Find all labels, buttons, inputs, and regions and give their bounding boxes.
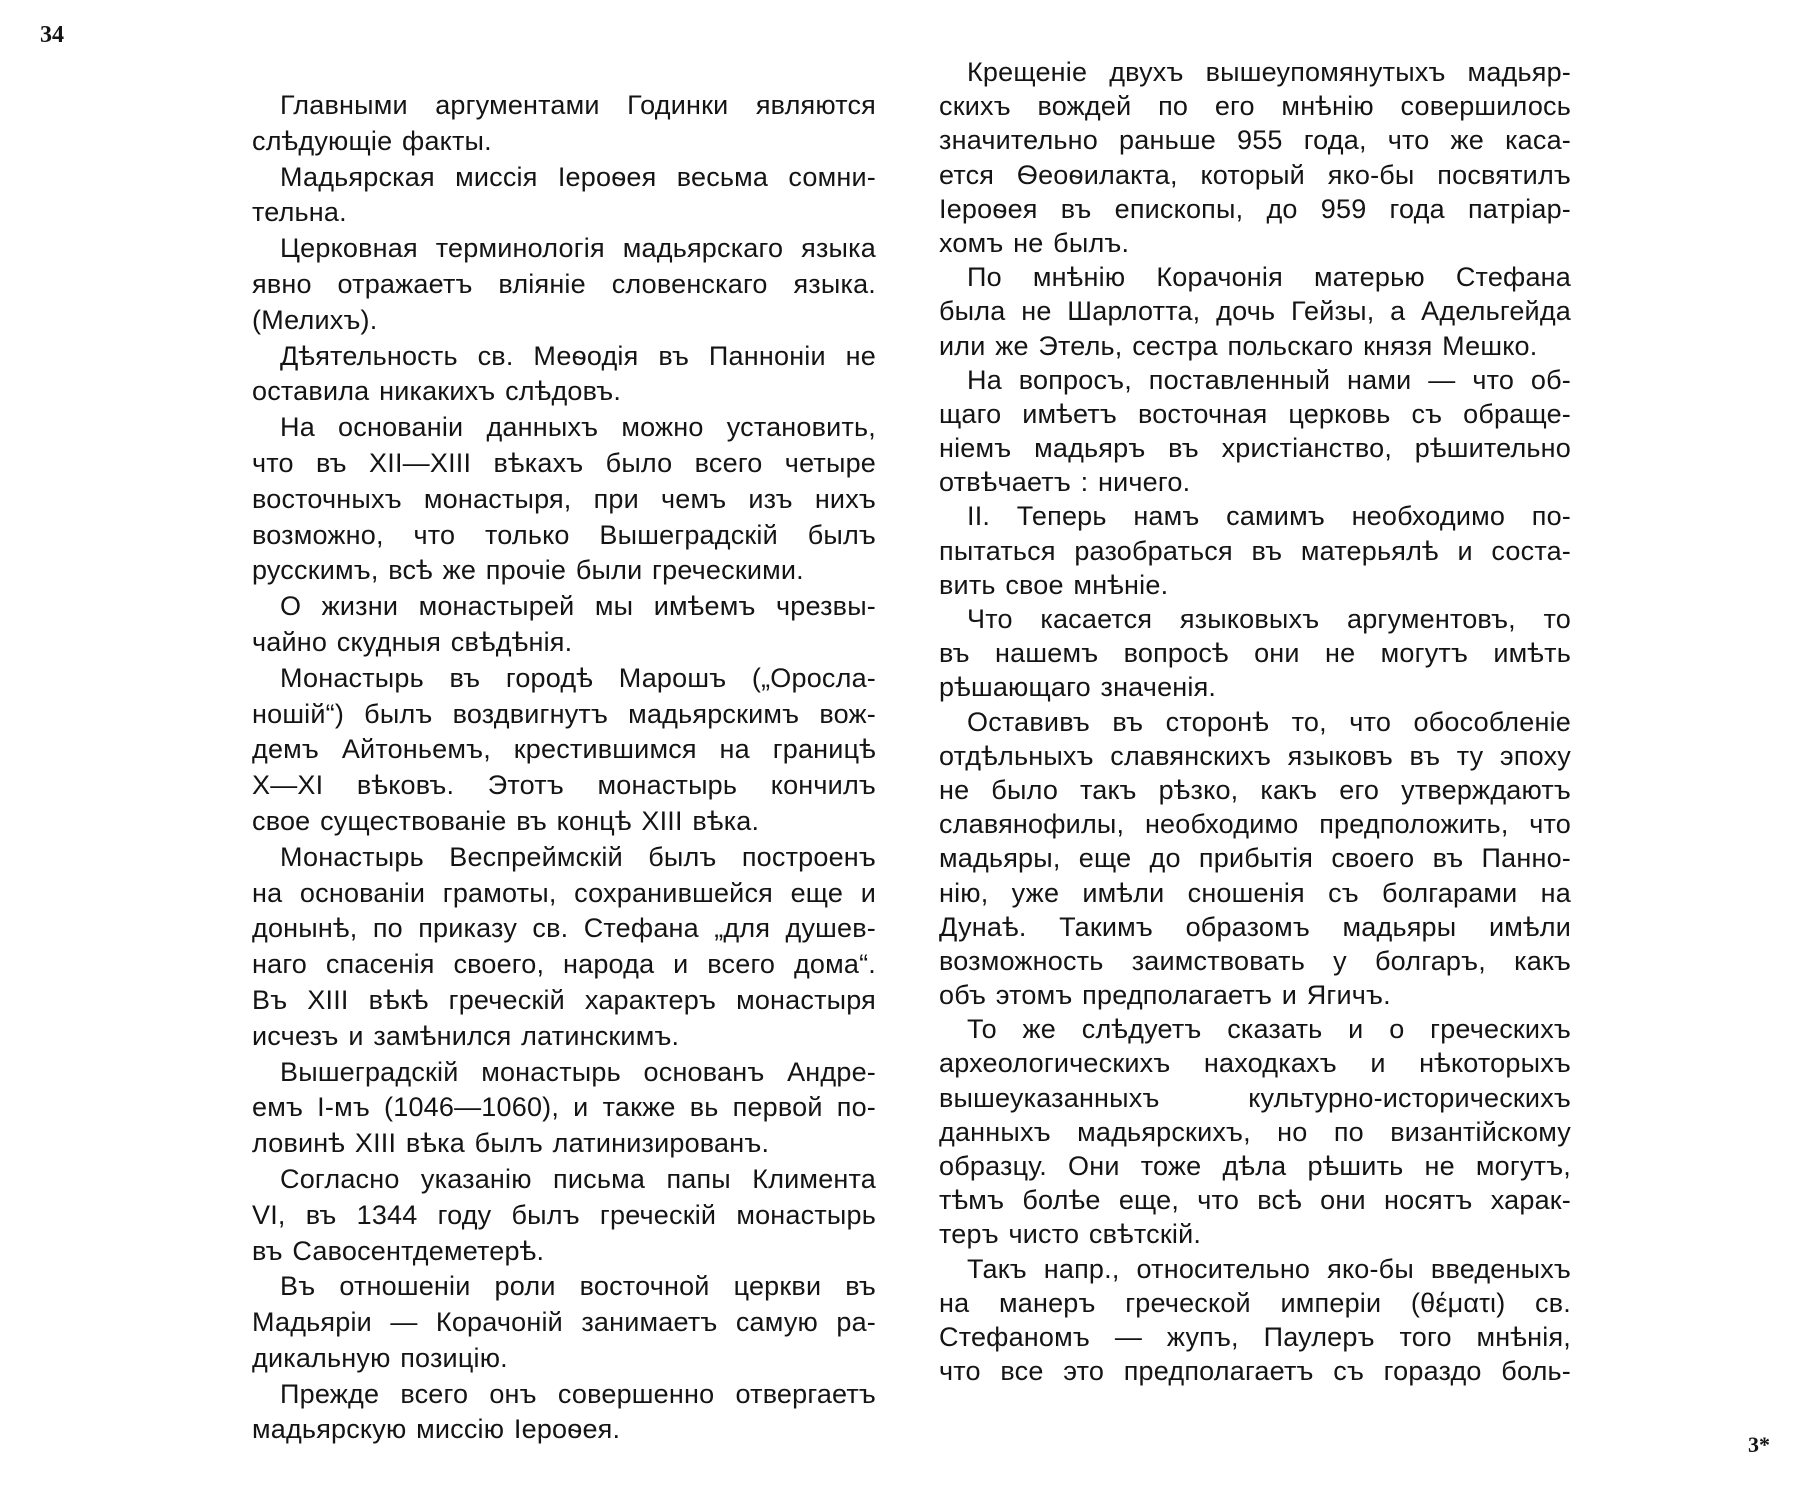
left-column — [252, 88, 876, 1448]
text-line: Іероѳея въ епископы, до 959 года патріар- — [939, 193, 1571, 224]
text-line: II. Теперь намъ самимъ необходимо по- — [967, 501, 1571, 532]
text-line: въ Савосентдеметерѣ. — [252, 1235, 545, 1266]
text-line: археологическихъ находкахъ и нѣкоторыхъ — [939, 1048, 1571, 1079]
text-line: данныхъ мадьярскихъ, но по византійскому — [939, 1116, 1571, 1147]
text-line: Крещеніе двухъ вышеупомянутыхъ мадьяр- — [967, 57, 1571, 87]
text-line: отвѣчаетъ : ничего. — [939, 467, 1191, 498]
paragraph — [252, 339, 876, 411]
text-line: или же Этель, сестра польскаго князя Мешко. — [939, 330, 1538, 361]
text-line: что въ XII—XIII вѣкахъ было всего четыре — [252, 447, 876, 478]
paragraph — [939, 260, 1571, 363]
text-line: не было такъ рѣзко, какъ его утверждаютъ — [939, 774, 1571, 805]
text-line: Мадьяріи — Корачоній занимаетъ самую ра- — [252, 1307, 876, 1338]
text-line: мадьяры, еще до прибытія своего въ Панно- — [939, 843, 1571, 874]
text-line: VI, въ 1344 году былъ греческій монастырь — [252, 1199, 876, 1230]
text-line: На вопросъ, поставленный нами — что об- — [967, 364, 1571, 395]
text-line: донынѣ, по приказу св. Стефана „для душев- — [252, 913, 876, 944]
text-line: То же слѣдуетъ сказать и о греческихъ — [967, 1014, 1571, 1045]
paragraph — [252, 231, 876, 338]
text-line: Монастырь въ городѣ Марошъ („Оросла- — [280, 662, 876, 693]
paragraph — [252, 410, 876, 589]
text-line: славянофилы, необходимо предположить, что — [939, 809, 1571, 840]
text-line: вышеуказанныхъ культурно-историческихъ — [939, 1082, 1571, 1113]
text-line: По мнѣнію Корачонія матерью Стефана — [967, 262, 1571, 293]
text-line: О жизни монастырей мы имѣемъ чрезвы- — [280, 591, 876, 622]
signature-mark: 3* — [1748, 1432, 1770, 1457]
text-line: свое существованіе въ концѣ XIII вѣка. — [252, 805, 760, 836]
text-line: щаго имѣетъ восточная церковь съ обраще- — [939, 398, 1571, 429]
paragraph — [939, 499, 1571, 602]
paragraph — [252, 661, 876, 840]
text-line: ношій“) былъ воздвигнутъ мадьярскимъ вож- — [252, 698, 876, 729]
text-line: на основаніи грамоты, сохранившейся еще и — [252, 877, 876, 908]
text-line: Монастырь Веспреймскій былъ построенъ — [280, 841, 876, 872]
paragraph — [939, 55, 1571, 260]
paragraph — [252, 160, 876, 232]
text-line: тѣмъ болѣе еще, что всѣ они носятъ харак- — [939, 1185, 1571, 1216]
paragraph — [252, 1377, 876, 1449]
paragraph — [252, 1269, 876, 1376]
text-line: ется Ѳеоѳилакта, который яко-бы посвятилъ — [939, 159, 1571, 190]
text-line: объ этомъ предполагаетъ и Ягичъ. — [939, 980, 1391, 1011]
text-line: на манеръ греческой имперіи (θέματι) св. — [939, 1287, 1571, 1318]
paragraph — [939, 1252, 1571, 1389]
text-line: На основаніи данныхъ можно установить, — [280, 412, 876, 443]
paragraph — [939, 363, 1571, 500]
text-line: что все это предполагаетъ съ гораздо боль- — [939, 1356, 1571, 1387]
text-line: была не Шарлотта, дочь Гейзы, а Адельгейда — [939, 296, 1571, 327]
paragraph — [939, 1012, 1571, 1251]
text-line: мадьярскую миссію Іероѳея. — [252, 1414, 621, 1445]
text-line: Дунаѣ. Такимъ образомъ мадьяры имѣли — [939, 911, 1571, 942]
text-line: русскимъ, всѣ же прочіе были греческими. — [252, 555, 804, 586]
text-line: Такъ напр., относительно яко-бы введеныхъ — [967, 1253, 1571, 1284]
text-line: скихъ вождей по его мнѣнію совершилось — [939, 91, 1571, 122]
text-line: возможность заимствовать у болгаръ, какъ — [939, 945, 1571, 976]
text-line: X—XI вѣковъ. Этотъ монастырь кончилъ — [252, 770, 876, 801]
text-line: (Мелихъ). — [252, 304, 378, 335]
text-line: Въ XIII вѣкѣ греческій характеръ монастыря — [252, 984, 876, 1015]
right-column — [939, 55, 1571, 1388]
text-line: демъ Айтоньемъ, крестившимся на границѣ — [252, 734, 876, 765]
text-line: значительно раньше 955 года, что же каса- — [939, 125, 1571, 156]
text-line: нію, уже имѣли сношенія съ болгарами на — [939, 877, 1571, 908]
text-line: отдѣльныхъ славянскихъ языковъ въ ту эпоху — [939, 740, 1571, 771]
text-line: Главными аргументами Годинки являются — [280, 90, 876, 120]
paragraph — [252, 840, 876, 1055]
text-line: чайно скудныя свѣдѣнія. — [252, 626, 573, 657]
text-line: Церковная терминологія мадьярскаго языка — [280, 233, 876, 264]
text-line: пытаться разобраться въ матерьялѣ и соста- — [939, 535, 1571, 566]
paragraph — [939, 602, 1571, 705]
page-number: 34 — [40, 22, 64, 48]
text-line: дикальную позицію. — [252, 1342, 508, 1373]
paragraph — [939, 705, 1571, 1013]
text-line: въ нашемъ вопросѣ они не могутъ имѣть — [939, 638, 1571, 669]
paragraph — [252, 1162, 876, 1269]
text-line: емъ I-мъ (1046—1060), и также вь первой по- — [252, 1092, 876, 1123]
text-line: исчезъ и замѣнился латинскимъ. — [252, 1020, 680, 1051]
text-line: Дѣятельность св. Меѳодія въ Панноніи не — [280, 340, 876, 371]
text-line: Согласно указанію письма папы Климента — [280, 1163, 876, 1194]
paragraph — [252, 88, 876, 160]
text-line: Мадьярская миссія Іероѳея весьма сомни- — [280, 161, 876, 192]
text-line: восточныхъ монастыря, при чемъ изъ нихъ — [252, 483, 876, 514]
text-line: Въ отношеніи роли восточной церкви въ — [280, 1271, 876, 1302]
text-line: явно отражаетъ вліяніе словенскаго языка. — [252, 268, 876, 299]
text-line: наго спасенія своего, народа и всего дома“. — [252, 949, 876, 980]
text-line: ніемъ мадьяръ въ христіанство, рѣшительно — [939, 433, 1571, 464]
paragraph — [252, 589, 876, 661]
text-line: слѣдующіе факты. — [252, 125, 492, 156]
text-line: тельна. — [252, 197, 347, 228]
text-line: Стефаномъ — жупъ, Паулеръ того мнѣнія, — [939, 1321, 1571, 1352]
text-line: теръ чисто свѣтскій. — [939, 1219, 1202, 1250]
text-line: рѣшающаго значенія. — [939, 672, 1217, 703]
text-line: Вышеградскій монастырь основанъ Андре- — [280, 1056, 876, 1087]
text-line: Что касается языковыхъ аргументовъ, то — [967, 604, 1571, 634]
text-line: Прежде всего онъ совершенно отвергаетъ — [280, 1378, 876, 1409]
text-line: вить свое мнѣніе. — [939, 569, 1169, 600]
paragraph — [252, 1055, 876, 1162]
text-line: ловинѣ XIII вѣка былъ латинизированъ. — [252, 1128, 770, 1159]
text-line: возможно, что только Вышеградскій былъ — [252, 519, 876, 550]
text-line: оставила никакихъ слѣдовъ. — [252, 376, 622, 407]
text-line: образцу. Они тоже дѣла рѣшить не могутъ, — [939, 1151, 1571, 1181]
text-line: хомъ не былъ. — [939, 227, 1130, 258]
text-line: Оставивъ въ сторонѣ то, что обособленіе — [967, 706, 1571, 737]
